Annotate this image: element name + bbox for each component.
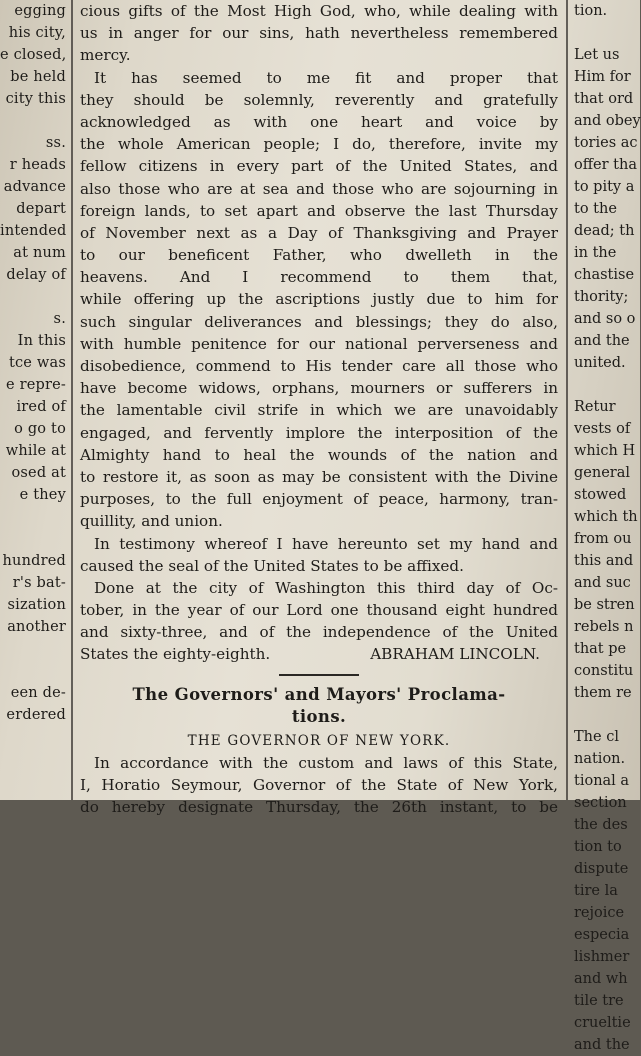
- right-column-line: to the: [574, 201, 617, 217]
- proclamation-line: to our beneficent Father, who dwelleth in the: [80, 246, 558, 265]
- proclamation-line: us in anger for our sins, hath nevertheless remembered: [80, 24, 558, 43]
- right-column-line: that pe: [574, 641, 627, 657]
- left-column-line: [0, 528, 66, 550]
- right-column-line: dead; th: [574, 223, 635, 239]
- left-column-line: egging: [14, 3, 66, 19]
- proclamation-line: acknowledged as with one heart and voice by: [80, 112, 558, 131]
- proclamation-line: have become widows, orphans, mourners or sufferers in: [80, 379, 558, 398]
- right-column-line: rejoice: [574, 905, 625, 921]
- left-column-line: erdered: [6, 707, 66, 723]
- left-column-line: r heads: [9, 157, 66, 173]
- section-body-line: I, Horatio Seymour, Governor of the State of New York,: [80, 775, 558, 794]
- right-column-line: and the: [574, 1037, 630, 1053]
- left-column-line: delay of: [6, 267, 66, 283]
- right-column-line: thority;: [574, 289, 629, 305]
- left-column-line: [0, 638, 66, 660]
- right-column-line: tion.: [574, 3, 608, 19]
- right-column-line: tional a: [574, 773, 630, 789]
- section-divider: [279, 674, 359, 676]
- left-column-line: ss.: [45, 135, 66, 151]
- right-column-line: tire la: [574, 883, 618, 899]
- main-column: [80, 0, 558, 818]
- right-column-line: which th: [574, 509, 638, 525]
- right-column-line: tile tre: [574, 993, 624, 1009]
- proclamation-line: to restore it, as soon as may be consistent with the Divine: [80, 467, 558, 486]
- left-column-line: r's bat-: [12, 575, 66, 591]
- left-column-line: e they: [19, 487, 66, 503]
- left-column-line: o go to: [14, 421, 66, 437]
- section-headline-line1: The Governors' and Mayors' Proclama-: [132, 684, 506, 704]
- signature-line: [80, 643, 558, 665]
- proclamation-line: disobedience, commend to His tender care all those who: [80, 357, 558, 375]
- right-column-cropped: [574, 0, 640, 1056]
- right-column-line: Retur: [574, 399, 616, 415]
- proclamation-line: the whole American people; I do, therefore, invite my: [80, 135, 558, 154]
- right-column-line: stowed: [574, 487, 627, 503]
- left-column-line: sization: [7, 597, 66, 613]
- right-column-line: which H: [574, 443, 636, 459]
- proclamation-line: It has seemed to me fit and proper that: [94, 68, 558, 87]
- left-column-line: ired of: [16, 399, 66, 415]
- proclamation-line: with humble penitence for our national perverseness and: [80, 334, 558, 353]
- right-column-line: united.: [574, 355, 626, 371]
- right-column-line: tion to: [574, 839, 622, 855]
- proclamation-text: [80, 0, 558, 643]
- proclamation-line: purposes, to the full enjoyment of peace, harmony, tran-: [80, 490, 558, 509]
- proclamation-line: the lamentable civil strife in which we are unavoidably: [80, 401, 558, 420]
- column-rule-right: [566, 0, 568, 800]
- section-body-line: do hereby designate Thursday, the 26th instant, to be: [80, 798, 558, 816]
- right-column-line: nation.: [574, 751, 626, 767]
- left-column-line: intended: [0, 223, 67, 239]
- right-column-line: especia: [574, 927, 630, 943]
- left-column-line: [0, 110, 66, 132]
- left-column-line: another: [7, 619, 66, 635]
- left-column-cropped: [0, 0, 66, 792]
- right-column-line: lishmer: [574, 949, 630, 965]
- section-body: [80, 752, 558, 819]
- left-column-line: e repre-: [6, 377, 66, 393]
- proclamation-line: In testimony whereof I have hereunto set my hand and: [94, 534, 558, 553]
- right-column-line: [574, 374, 640, 396]
- proclamation-line: heavens. And I recommend to them that,: [80, 268, 558, 287]
- proclamation-line: they should be solemnly, reverently and gratefully: [80, 90, 558, 109]
- right-column-line: general: [574, 465, 630, 481]
- right-column-line: offer tha: [574, 157, 637, 173]
- signature-date: States the eighty-eighth.: [80, 645, 271, 664]
- right-column-line: from ou: [574, 531, 632, 547]
- proclamation-line: while offering up the ascriptions justly due to him for: [80, 290, 558, 309]
- right-column-line: Let us: [574, 47, 620, 63]
- left-column-line: city this: [5, 91, 66, 107]
- proclamation-line: quillity, and union.: [80, 512, 223, 531]
- left-column-line: s.: [53, 311, 66, 327]
- proclamation-line: Almighty hand to heal the wounds of the nation and: [80, 445, 558, 464]
- proclamation-line: Done at the city of Washington this third day of Oc-: [94, 578, 558, 597]
- right-column-line: in the: [574, 245, 617, 261]
- proclamation-line: tober, in the year of our Lord one thousand eight hundred: [80, 601, 558, 620]
- proclamation-line: of November next as a Day of Thanksgiving and Prayer: [80, 223, 558, 242]
- proclamation-line: also those who are at sea and those who are sojourning in: [80, 179, 558, 198]
- left-column-line: In this: [17, 333, 66, 349]
- right-column-line: this and: [574, 553, 634, 569]
- right-column-line: chastise: [574, 267, 635, 283]
- proclamation-line: fellow citizens in every part of the United States, and: [80, 157, 558, 176]
- right-column-line: tories ac: [574, 135, 638, 151]
- left-column-line: [0, 770, 66, 792]
- left-column-line: hundred: [2, 553, 66, 569]
- column-rule-left: [71, 0, 73, 800]
- proclamation-line: engaged, and fervently implore the interposition of the: [80, 423, 558, 442]
- right-column-line: rebels n: [574, 619, 634, 635]
- right-column-line: vests of: [574, 421, 631, 437]
- left-column-line: [0, 506, 66, 528]
- signature-name: ABRAHAM LINCOLN.: [370, 645, 540, 664]
- left-column-line: e closed,: [0, 47, 67, 63]
- left-column-line: his city,: [8, 25, 66, 41]
- right-column-line: them re: [574, 685, 632, 701]
- right-column-line: constitu: [574, 663, 634, 679]
- proclamation-line: caused the seal of the United States to be affixed.: [80, 556, 464, 575]
- right-column-line: the des: [574, 817, 628, 833]
- right-column-line: section: [574, 795, 627, 811]
- left-column-line: at num: [13, 245, 66, 261]
- proclamation-line: and sixty-three, and of the independence of the United: [80, 623, 558, 642]
- right-column-line: and obey: [574, 113, 641, 129]
- proclamation-line: such singular deliverances and blessings; they do also,: [80, 312, 558, 331]
- left-column-line: [0, 660, 66, 682]
- right-column-line: that ord: [574, 91, 634, 107]
- right-column-line: and so o: [574, 311, 636, 327]
- right-column-line: The cl: [574, 729, 619, 745]
- left-column-line: advance: [3, 179, 66, 195]
- left-column-line: [0, 748, 66, 770]
- section-subhead: THE GOVERNOR OF NEW YORK.: [187, 732, 451, 749]
- proclamation-line: cious gifts of the Most High God, who, while dealing with: [80, 2, 558, 20]
- left-column-line: while at: [5, 443, 66, 459]
- right-column-line: and wh: [574, 971, 628, 987]
- left-column-line: tce was: [8, 355, 66, 371]
- left-column-line: [0, 286, 66, 308]
- section-headline-line2: tions.: [291, 706, 347, 726]
- left-column-line: osed at: [11, 465, 66, 481]
- left-column-line: [0, 726, 66, 748]
- right-column-line: dispute: [574, 861, 629, 877]
- left-column-line: depart: [16, 201, 66, 217]
- right-column-line: be stren: [574, 597, 635, 613]
- right-column-line: crueltie: [574, 1015, 631, 1031]
- proclamation-line: mercy.: [80, 46, 131, 65]
- right-column-line: Him for: [574, 69, 631, 85]
- proclamation-line: foreign lands, to set apart and observe the last Thursday: [80, 201, 558, 220]
- right-column-line: and suc: [574, 575, 631, 591]
- right-column-line: [574, 22, 640, 44]
- right-column-line: and the: [574, 333, 630, 349]
- section-body-line: In accordance with the custom and laws of this State,: [94, 753, 558, 772]
- left-column-line: be held: [10, 69, 66, 85]
- right-column-line: [574, 704, 640, 726]
- right-column-line: to pity a: [574, 179, 635, 195]
- left-column-line: een de-: [10, 685, 66, 701]
